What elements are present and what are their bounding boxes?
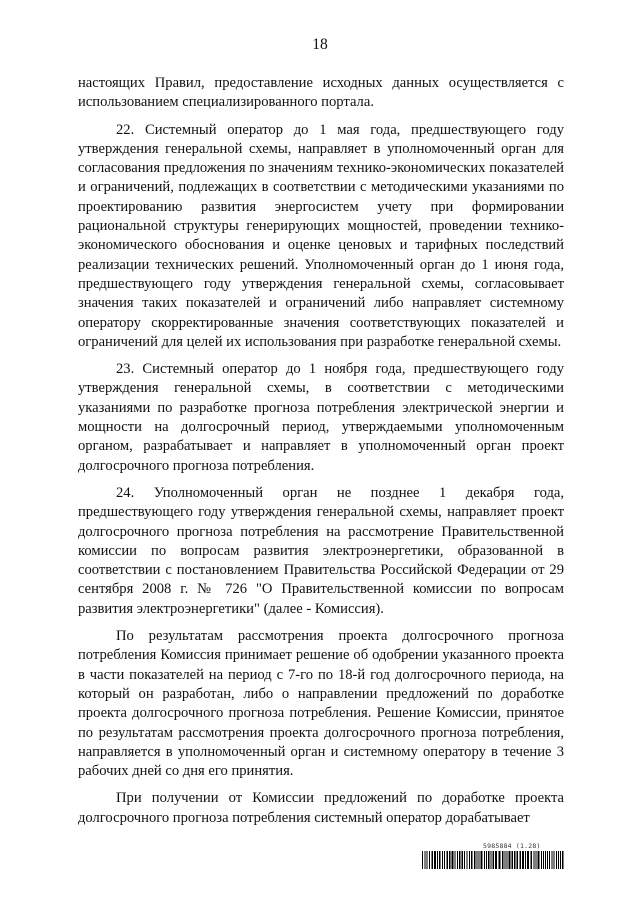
paragraph-commission-decision: По результатам рассмотрения проекта долгосрочного прогноза потребления Комиссия принимает решение об одобрении указанного проекта в части показателей на период с 7-го по 18-й год долгосрочного периода, на который он разработан, либо о направлении предложений по доработке проекта долгосрочного прогноза потребления. Решение Комиссии, принятое по результатам рассмотрения проекта долгосрочного прогноза потребления, направляется в уполномоченный орган и системному оператору в течение 3 рабочих дней со дня его принятия. (78, 628, 564, 780)
paragraph-24: 24. Уполномоченный орган не позднее 1 декабря года, предшествующего году утверждения генеральной схемы, направляет проект долгосрочного прогноза потребления на рассмотрение Правительственной комиссии по вопросам развития электроэнергетики, образованной в соответствии с постановлением Правительства Российской Федерации от 29 сентября 2008 г. № 726 "О Правительственной комиссии по вопросам развития электроэнергетики" (далее - Комиссия). (78, 484, 564, 617)
document-body (78, 74, 564, 836)
paragraph-continuation: настоящих Правил, предоставление исходных данных осуществляется с использованием специализированного портала. (78, 75, 564, 111)
barcode-image (422, 851, 564, 869)
barcode-label: 5985884 (1.28) (483, 842, 541, 850)
paragraph-22: 22. Системный оператор до 1 мая года, предшествующего году утверждения генеральной схемы, направляет в уполномоченный орган для согласования предложения по значениям технико-экономических показателей и ограничений, подлежащих в соответствии с методическими указаниями по проектированию развития энергосистем учету при формировании рациональной структуры генерирующих мощностей, проведении технико-экономического обоснования и оценке ценовых и тарифных последствий реализации технических решений. Уполномоченный орган до 1 июня года, предшествующего году утверждения генеральной схемы, согласовывает значения таких показателей и ограничений либо направляет системному оператору скорректированные значения соответствующих показателей и ограничений для целей их использования при разработке генеральной схемы. (78, 121, 564, 350)
paragraph-23: 23. Системный оператор до 1 ноября года, предшествующего году утверждения генеральной схемы, в соответствии с методическими указаниями по разработке прогноза потребления электрической энергии и мощности на долгосрочный период, утверждаемыми уполномоченным органом, разрабатывает и направляет в уполномоченный орган проект долгосрочного прогноза потребления. (78, 361, 564, 474)
page-number: 18 (312, 36, 328, 53)
paragraph-revision: При получении от Комиссии предложений по доработке проекта долгосрочного прогноза потребления системный оператор дорабатывает (78, 790, 564, 826)
